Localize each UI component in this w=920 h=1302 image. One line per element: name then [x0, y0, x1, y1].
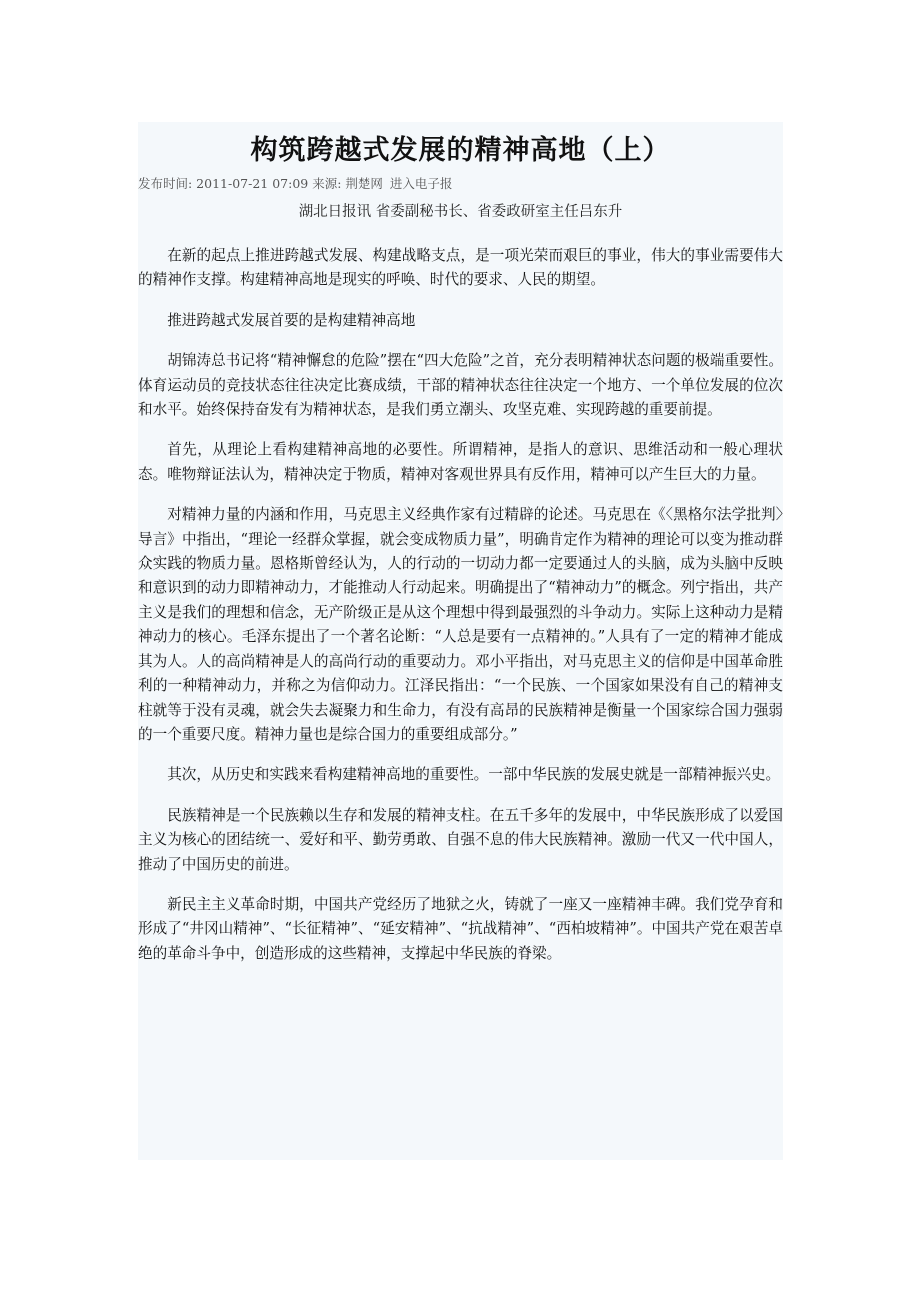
byline: 湖北日报讯 省委副秘书长、省委政研室主任吕东升: [298, 204, 623, 220]
paragraph: 其次，从历史和实践来看构建精神高地的重要性。一部中华民族的发展史就是一部精神振兴史。: [167, 766, 781, 784]
paragraph: 对精神力量的内涵和作用，马克思主义经典作家有过精辟的论述。马克思在《〈黑格尔法学批判〉导言》中指出，“理论一经群众掌握，就会变成物质力量”，明确肯定作为精神的理论可以变为推动群众实践的物质力量。恩格斯曾经认为，人的行动的一切动力都一定要通过人的头脑，成为头脑中反映和意识到的动力即精神动力，才能推动人行动起来。明确提出了“精神动力”的概念。列宁指出，共产主义是我们的理想和信念，无产阶级正是从这个理想中得到最强烈的斗争动力。实际上这种动力是精神动力的核心。毛泽东提出了一个著名论断：“人总是要有一点精神的。”人具有了一定的精神才能成其为人。人的高尚精神是人的高尚行动的重要动力。邓小平指出，对马克思主义的信仰是中国革命胜利的一种精神动力，并称之为信仰动力。江泽民指出：“一个民族、一个国家如果没有自己的精神支柱就等于没有灵魂，就会失去凝聚力和生命力，有没有高昂的民族精神是衡量一个国家综合国力强弱的一个重要尺度。精神力量也是综合国力的重要组成部分。”: [138, 506, 783, 743]
article-body: [138, 244, 783, 966]
paragraph: 新民主主义革命时期，中国共产党经历了地狱之火，铸就了一座又一座精神丰碑。我们党孕育和形成了“井冈山精神”、“长征精神”、“延安精神”、“抗战精神”、“西柏坡精神”。中国共产党在艰苦卓绝的革命斗争中，创造形成的这些精神，支撑起中华民族的脊梁。: [138, 895, 783, 962]
paragraph: 胡锦涛总书记将“精神懈怠的危险”摆在“四大危险”之首，充分表明精神状态问题的极端重要性。体育运动员的竞技状态往往决定比赛成绩，干部的精神状态往往决定一个地方、一个单位发展的位次和水平。始终保持奋发有为精神状态，是我们勇立潮头、攻坚克难、实现跨越的重要前提。: [138, 352, 783, 419]
paragraph: 首先，从理论上看构建精神高地的必要性。所谓精神，是指人的意识、思维活动和一般心理状态。唯物辩证法认为，精神决定于物质，精神对客观世界具有反作用，精神可以产生巨大的力量。: [138, 441, 783, 483]
section-heading: 推进跨越式发展首要的是构建精神高地: [167, 311, 416, 329]
article-meta: [138, 176, 783, 192]
article-title: 构筑跨越式发展的精神高地（上）: [250, 135, 671, 166]
publish-info: 发布时间: 2011-07-21 07:09 来源: 荆楚网: [138, 176, 383, 191]
epaper-link[interactable]: 进入电子报: [389, 176, 453, 191]
paragraph: 在新的起点上推进跨越式发展、构建战略支点，是一项光荣而艰巨的事业，伟大的事业需要伟大的精神作支撑。构建精神高地是现实的呼唤、时代的要求、人民的期望。: [138, 247, 783, 289]
article: [138, 122, 783, 1160]
paragraph: 民族精神是一个民族赖以生存和发展的精神支柱。在五千多年的发展中，中华民族形成了以爱国主义为核心的团结统一、爱好和平、勤劳勇敢、自强不息的伟大民族精神。激励一代又一代中国人，推动了中国历史的前进。: [138, 806, 783, 873]
